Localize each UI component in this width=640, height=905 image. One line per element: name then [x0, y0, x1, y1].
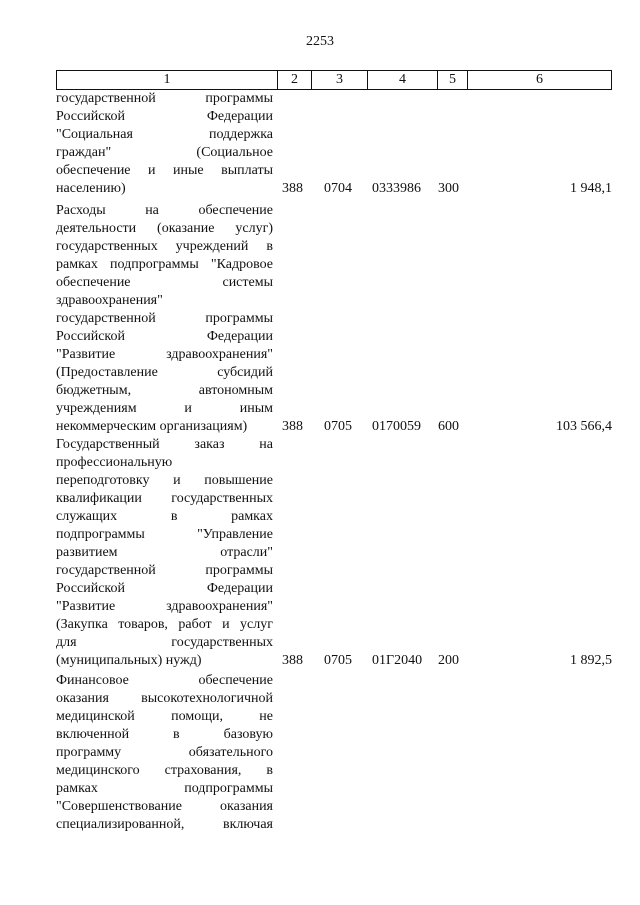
code-admin: 388	[282, 653, 303, 668]
code-target: 0333986	[372, 181, 421, 196]
desc-line: Российской Федерации	[56, 581, 273, 596]
desc-line: профессиональную	[56, 455, 173, 470]
desc-line: развитием отрасли"	[56, 545, 273, 560]
code-section: 0705	[324, 419, 352, 434]
row-description	[56, 672, 273, 834]
desc-line: Российской Федерации	[56, 109, 273, 124]
page-number: 2253	[306, 34, 334, 49]
desc-line: населению)	[56, 181, 126, 196]
desc-line: оказания высокотехнологичной	[56, 691, 273, 706]
desc-line: граждан" (Социальное	[56, 145, 273, 160]
desc-line: программу обязательного	[56, 745, 273, 760]
desc-line: служащих в рамках	[56, 509, 273, 524]
desc-line: включенной в базовую	[56, 727, 273, 742]
desc-line: медицинской помощи, не	[56, 709, 273, 724]
desc-line: медицинского страхования, в	[56, 763, 273, 778]
desc-line: для государственных	[56, 635, 273, 650]
header-col-4: 4	[368, 71, 438, 89]
header-col-6: 6	[536, 72, 543, 87]
desc-line: подпрограммы "Управление	[56, 527, 273, 542]
desc-line: обеспечение системы	[56, 275, 273, 290]
desc-line: деятельности (оказание услуг)	[56, 221, 273, 236]
desc-line: Государственный заказ на	[56, 437, 273, 452]
desc-line: специализированной, включая	[56, 817, 273, 832]
desc-line: государственной программы	[56, 563, 273, 578]
desc-line: государственной программы	[56, 91, 273, 106]
row-description	[56, 90, 273, 198]
desc-line: государственных учреждений в	[56, 239, 273, 254]
code-expense-type: 600	[438, 419, 459, 434]
desc-line: государственной программы	[56, 311, 273, 326]
code-target: 01Г2040	[372, 653, 423, 668]
table-header	[56, 70, 612, 90]
desc-line: квалификации государственных	[56, 491, 273, 506]
desc-line: учреждениям и иным	[56, 401, 273, 416]
amount: 103 566,4	[556, 419, 612, 434]
desc-line: рамках подпрограммы	[56, 781, 273, 796]
desc-line: некоммерческим организациям)	[56, 419, 248, 434]
desc-line: Расходы на обеспечение	[56, 203, 273, 218]
desc-line: "Развитие здравоохранения"	[56, 599, 273, 614]
desc-line: здравоохранения"	[56, 293, 163, 308]
header-col-5: 5	[438, 71, 468, 89]
amount: 1 948,1	[570, 181, 612, 196]
header-col-3: 3	[312, 71, 368, 89]
code-expense-type: 200	[438, 653, 459, 668]
desc-line: (Предоставление субсидий	[56, 365, 273, 380]
code-target: 0170059	[372, 419, 421, 434]
desc-line: "Развитие здравоохранения"	[56, 347, 273, 362]
code-admin: 388	[282, 419, 303, 434]
desc-line: рамках подпрограммы "Кадровое	[56, 257, 273, 272]
header-col-2: 2	[278, 71, 312, 89]
desc-line: "Совершенствование оказания	[56, 799, 273, 814]
code-expense-type: 300	[438, 181, 459, 196]
desc-line: Финансовое обеспечение	[56, 673, 273, 688]
code-section: 0705	[324, 653, 352, 668]
desc-line: Российской Федерации	[56, 329, 273, 344]
header-col-1: 1	[57, 71, 278, 89]
row-description	[56, 436, 273, 670]
desc-line: "Социальная поддержка	[56, 127, 273, 142]
desc-line: бюджетным, автономным	[56, 383, 273, 398]
desc-line: (Закупка товаров, работ и услуг	[56, 617, 273, 632]
desc-line: переподготовку и повышение	[56, 473, 273, 488]
code-admin: 388	[282, 181, 303, 196]
code-section: 0704	[324, 181, 352, 196]
desc-line: (муниципальных) нужд)	[56, 653, 202, 668]
row-description	[56, 202, 273, 436]
desc-line: обеспечение и иные выплаты	[56, 163, 273, 178]
amount: 1 892,5	[570, 653, 612, 668]
